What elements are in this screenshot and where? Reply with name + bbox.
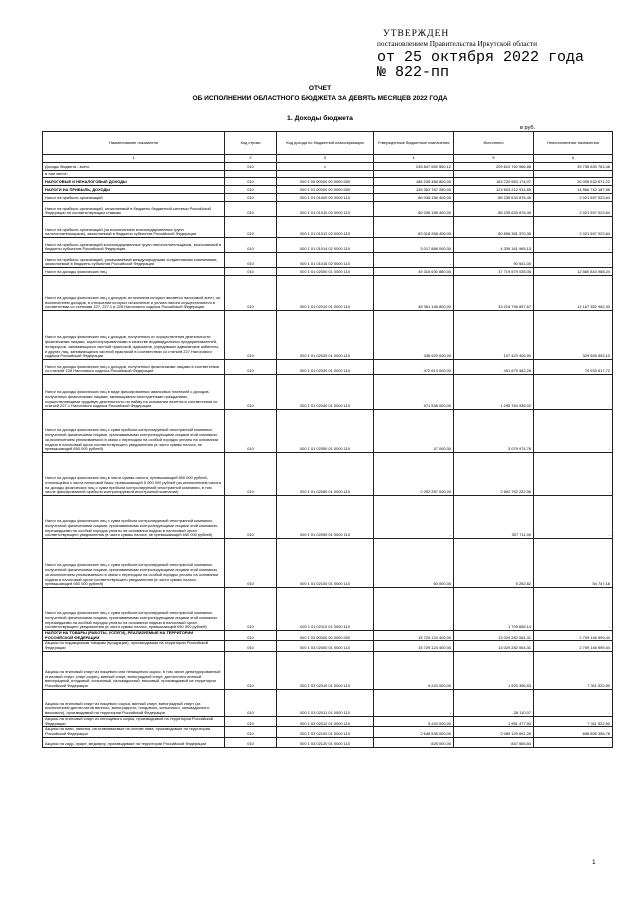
table-row	[43, 496, 613, 539]
row-income-code: 000 1 03 02010 01 0000 110	[277, 651, 374, 689]
table-row	[43, 311, 613, 360]
row-executed: 1 709 658,14	[454, 588, 534, 631]
row-line-code	[225, 171, 277, 178]
row-executed: 90 541,00	[454, 253, 534, 268]
row-name: Налог на прибыль организаций (за исключением консолидированных групп налогоплательщиков), зачисляемый в бюджеты субъектов Российской Федерации	[43, 217, 225, 238]
row-line-code: 010	[225, 217, 277, 238]
row-approved: -	[374, 689, 454, 716]
approved-label: УТВЕРЖДЕН	[383, 29, 450, 39]
row-line-code: 010	[225, 539, 277, 588]
row-approved: 2 052 287 000,00	[374, 453, 454, 496]
row-name: Акцизы на сидр, пуаре, медовуху, производимые на территории Российской Федерации	[43, 737, 225, 747]
row-executed: 1 951 477,50	[454, 716, 534, 726]
row-executed: 37 719 579 035,06	[454, 268, 534, 276]
row-income-code: 000 1 01 02080 01 0000 110	[277, 453, 374, 496]
row-name: Налог на прибыль организаций консолидированных групп налогоплательщиков, зачисляемый в бюджеты субъектов Российской Федерации	[43, 238, 225, 253]
row-approved: 47 000,00	[374, 410, 454, 453]
row-line-code: 010	[225, 194, 277, 202]
row-approved: 186 235 458 800,00	[374, 178, 454, 186]
row-executed: -28 110,07	[454, 689, 534, 716]
table-row	[43, 716, 613, 726]
report-heading	[0, 84, 640, 103]
row-name: Налог на доходы физических лиц с сумм прибыли контролируемой иностранной компании, полученной физическими лицами, признаваемыми контролирующими лицами этой компании, перешедшими на особый порядок уплаты на основании подачи в налоговый орган соответствующего уведомления (в части суммы налога, превышающей 650 000 рублей)	[43, 588, 225, 631]
row-unexecuted: 7 311 522,50	[534, 716, 613, 726]
row-line-code: 010	[225, 689, 277, 716]
row-income-code	[277, 171, 374, 178]
table-row	[43, 163, 613, 171]
row-executed: 80 896 381 370,36	[454, 217, 534, 238]
approved-by: постановлением Правительства Иркутской области	[377, 38, 537, 48]
row-unexecuted: 7 311 522,50	[534, 651, 613, 689]
row-approved: 15 729 124 400,00	[374, 641, 454, 651]
col-number: 4	[374, 155, 454, 163]
row-line-code: 010	[225, 410, 277, 453]
units-label: в руб.	[520, 125, 536, 131]
row-name: Налог на доходы физических лиц с сумм прибыли контролируемой иностранной компании, полученной физическими лицами, признаваемыми контролирующими лицами этой компании, перешедшими на особый порядок уплаты на основании подачи в налоговый орган соответствующего уведомления (в части суммы налога, не превышающей 650 000 рублей)	[43, 496, 225, 539]
row-unexecuted: -	[534, 453, 613, 496]
row-line-code: 010	[225, 163, 277, 171]
row-name: Акцизы на пиво, напитки, изготавливаемые на основе пива, производимые на территории Российской Федерации	[43, 727, 225, 737]
row-income-code: 000 1 01 01014 02 0000 110	[277, 238, 374, 253]
row-income-code: 000 1 01 02050 01 0000 110	[277, 410, 374, 453]
row-name: НАЛОГИ НА ПРИБЫЛЬ, ДОХОДЫ	[43, 186, 225, 194]
table-row	[43, 631, 613, 641]
row-line-code: 010	[225, 588, 277, 631]
row-unexecuted: -	[534, 410, 613, 453]
row-line-code: 010	[225, 716, 277, 726]
approval-number: № 822-пп	[377, 64, 450, 82]
row-approved	[374, 171, 454, 178]
row-income-code: 000 1 01 02020 01 0000 110	[277, 311, 374, 360]
row-executed: 5 252,82	[454, 539, 534, 588]
row-income-code: 000 1 01 01012 02 0000 110	[277, 217, 374, 238]
col-header-line-code: Код строки	[225, 132, 277, 155]
table-row	[43, 689, 613, 716]
row-unexecuted: 2 709 146 599,44	[534, 641, 613, 651]
table-row	[43, 253, 613, 268]
row-unexecuted: -	[534, 496, 613, 539]
row-income-code: 000 1 03 02000 01 0000 110	[277, 641, 374, 651]
row-unexecuted: 329 505 593,10	[534, 311, 613, 360]
column-numbers-row	[43, 155, 613, 163]
row-executed: 2 892 752 222,36	[454, 453, 534, 496]
row-line-code: 010	[225, 641, 277, 651]
table-row	[43, 641, 613, 651]
row-income-code: 000 1 01 00000 00 0000 000	[277, 186, 374, 194]
table-row	[43, 186, 613, 194]
row-income-code: 000 1 01 02030 01 0000 110	[277, 360, 374, 375]
table-row	[43, 651, 613, 689]
row-income-code: 000 1 01 01000 00 0000 110	[277, 194, 374, 202]
row-approved: 825 000,00	[374, 737, 454, 747]
row-name: Налог на доходы физических лиц с сумм прибыли контролируемой иностранной компании, полученной физическими лицами, признаваемыми контролирующими лицами этой компании, за исключением уплачиваемого в связи с переходом на особый порядок уплаты на основании подачи в налоговый орган соответствующего уведомления (в части суммы налога, превышающей 650 000 рублей)	[43, 539, 225, 588]
page-number: 1	[592, 859, 596, 866]
row-approved: 135 352 787 280,00	[374, 186, 454, 194]
table-row	[43, 588, 613, 631]
row-executed: 107 423 406,90	[454, 311, 534, 360]
row-executed: 1 295 764 936,02	[454, 375, 534, 410]
row-name: Налог на доходы физических лиц с доходов, источником которых является налоговый агент, за исключением доходов, в отношении которых исчисление и уплата налога осуществляются в соответствии со статьями 227, 227.1 и 228 Налогового кодекса Российской Федерации	[43, 276, 225, 311]
row-income-code: x	[277, 163, 374, 171]
row-unexecuted: -	[534, 238, 613, 253]
table-row	[43, 238, 613, 253]
col-header-unexecuted: Неисполненные назначения	[534, 132, 613, 155]
row-name: в том числе:	[43, 171, 225, 178]
row-line-code: 010	[225, 631, 277, 641]
row-unexecuted: -	[534, 689, 613, 716]
row-executed: 85 235 633 876,49	[454, 202, 534, 217]
row-approved: 2 648 535 000,00	[374, 727, 454, 737]
row-income-code: 000 1 00 00000 00 0000 000	[277, 178, 374, 186]
table-row	[43, 268, 613, 276]
table-row	[43, 737, 613, 747]
row-name: НАЛОГОВЫЕ И НЕНАЛОГОВЫЕ ДОХОДЫ	[43, 178, 225, 186]
row-line-code: 010	[225, 202, 277, 217]
row-income-code: 000 1 01 01010 00 0000 110	[277, 202, 374, 217]
row-unexecuted	[534, 171, 613, 178]
row-income-code: 000 1 01 02090 01 0000 110	[277, 496, 374, 539]
report-subtitle: ОБ ИСПОЛНЕНИИ ОБЛАСТНОГО БЮДЖЕТА ЗА ДЕВЯТЬ МЕСЯЦЕВ 2022 ГОДА	[192, 94, 448, 102]
income-table	[42, 131, 613, 748]
row-approved: 436 929 000,00	[374, 311, 454, 360]
row-unexecuted: -	[534, 588, 613, 631]
col-header-name: Наименование показателя	[43, 132, 225, 155]
row-income-code: 000 1 03 02012 01 0000 110	[277, 716, 374, 726]
row-approved: 15 729 124 400,00	[374, 631, 454, 641]
row-income-code: 000 1 03 02011 01 0000 110	[277, 689, 374, 716]
approval-block	[377, 29, 617, 80]
row-approved: -	[374, 496, 454, 539]
row-executed: 4 339 161 965,13	[454, 238, 534, 253]
row-unexecuted: 2 021 597 023,64	[534, 194, 613, 202]
row-line-code: 010	[225, 737, 277, 747]
row-executed: 13 029 282 064,31	[454, 631, 534, 641]
row-line-code: 010	[225, 453, 277, 496]
row-line-code: 010	[225, 268, 277, 276]
row-unexecuted: 26 099 532 671,22	[534, 178, 613, 186]
table-row	[43, 727, 613, 737]
row-unexecuted: 2 709 146 599,44	[534, 631, 613, 641]
row-income-code: 000 1 01 02010 01 0000 110	[277, 276, 374, 311]
row-executed: 85 235 633 876,49	[454, 194, 534, 202]
row-approved: 3 017 888 000,00	[374, 238, 454, 253]
row-income-code: 000 1 01 02000 01 0000 110	[277, 268, 374, 276]
row-line-code: 010	[225, 311, 277, 360]
row-name: Налог на прибыль организаций	[43, 194, 225, 202]
table-header-row	[43, 132, 613, 155]
row-unexecuted: -	[534, 737, 613, 747]
table-row	[43, 194, 613, 202]
col-number: 1	[43, 155, 225, 163]
row-income-code: 000 1 01 02040 01 0000 110	[277, 375, 374, 410]
table-row	[43, 178, 613, 186]
row-line-code: 010	[225, 360, 277, 375]
row-unexecuted: 2 021 597 023,64	[534, 202, 613, 217]
row-unexecuted: -	[534, 375, 613, 410]
row-income-code: 000 1 01 02110 01 0000 110	[277, 588, 374, 631]
row-name: НАЛОГИ НА ТОВАРЫ (РАБОТЫ, УСЛУГИ), РЕАЛИЗУЕМЫЕ НА ТЕРРИТОРИИ РОССИЙСКОЙ ФЕДЕРАЦИИ	[43, 631, 225, 641]
row-name: Акцизы на этиловый спирт из пищевого сырья, винный спирт, виноградный спирт (за исключением дистиллятов винного, виноградного, плодового, коньячного, кальвадосного, вискового), производимый на территории Российской Федерации	[43, 689, 225, 716]
table-row	[43, 539, 613, 588]
row-approved: 9 243 000,00	[374, 651, 454, 689]
row-approved: 60 000,00	[374, 539, 454, 588]
row-line-code: 010	[225, 178, 277, 186]
row-income-code: 000 1 01 01016 02 0000 110	[277, 253, 374, 268]
row-executed: 1 923 396,53	[454, 651, 534, 689]
col-number: 5	[454, 155, 534, 163]
row-line-code: 010	[225, 186, 277, 194]
row-unexecuted: -	[534, 253, 613, 268]
col-header-executed: Исполнено	[454, 132, 534, 155]
row-line-code: 010	[225, 238, 277, 253]
row-approved: 245 847 659 550,12	[374, 163, 454, 171]
row-name: Налог на доходы физических лиц в виде фиксированных авансовых платежей с доходов, полученных физическими лицами, являющимися иностранными гражданами, осуществляющими трудовую деятельность по найму на основании патента в соответствии со статьей 227.1 Налогового кодекса Российской Федерации	[43, 375, 225, 410]
row-unexecuted: 12 580 843 968,24	[534, 268, 613, 276]
row-executed: 401 679 382,28	[454, 360, 534, 375]
row-approved: -	[374, 588, 454, 631]
table-row	[43, 276, 613, 311]
row-approved: 9 243 000,00	[374, 716, 454, 726]
row-approved: 49 316 630 880,00	[374, 268, 454, 276]
row-unexecuted: 658 895 358,78	[534, 727, 613, 737]
row-unexecuted: 39 735 830 763,46	[534, 163, 613, 171]
row-name: Налог на доходы физических лиц с доходов, полученных от осуществления деятельности физическими лицами, зарегистрированными в качестве индивидуальных предпринимателей, нотариусов, занимающихся частной практикой, адвокатов, учредивших адвокатские кабинеты, и других лиц, занимающихся частной практикой в соответствии со статьей 227 Налогового кодекса Российской Федерации	[43, 311, 225, 360]
row-line-code: 010	[225, 253, 277, 268]
row-executed: 847 565,84	[454, 737, 534, 747]
report-title: ОТЧЕТ	[308, 85, 332, 92]
table-row	[43, 171, 613, 178]
table-row	[43, 410, 613, 453]
section-title: 1. Доходы бюджета	[287, 115, 353, 122]
row-executed: 3 079 974,78	[454, 410, 534, 453]
row-name: Налог на прибыль организаций, зачисляемый в бюджеты бюджетной системы Российской Федерации по соответствующим ставкам	[43, 202, 225, 217]
table-row	[43, 375, 613, 410]
col-number: 3	[277, 155, 374, 163]
row-income-code: 000 1 03 02100 01 0000 110	[277, 727, 374, 737]
row-income-code: 000 1 01 02100 01 0000 110	[277, 539, 374, 588]
col-header-income-code: Код дохода по бюджетной классификации	[277, 132, 374, 155]
col-number: 2	[225, 155, 277, 163]
row-approved: 83 018 268 400,00	[374, 217, 454, 238]
row-approved: -	[374, 253, 454, 268]
row-name: Акцизы по подакцизным товарам (продукции), производимым на территории Российской Федерации	[43, 641, 225, 651]
row-name: Акцизы на этиловый спирт из непищевого сырья, производимый на территории Российской Федерации	[43, 716, 225, 726]
row-unexecuted: 54 747,18	[534, 539, 613, 588]
row-name: Акцизы на этиловый спирт из пищевого или непищевого сырья, в том числе денатурированный этиловый спирт, спирт-сырец, винный спирт, виноградный спирт, дистилляты винный, виноградный, плодовый, коньячный, кальвадосный, висковый, производимый на территории Российской Федерации	[43, 651, 225, 689]
row-unexecuted: 12 167 352 962,33	[534, 276, 613, 311]
row-unexecuted: 2 021 597 023,64	[534, 217, 613, 238]
row-approved: 45 381 148 800,00	[374, 276, 454, 311]
row-executed	[454, 171, 534, 178]
row-executed: 33 215 796 897,67	[454, 276, 534, 311]
row-approved: 86 036 156 400,00	[374, 194, 454, 202]
row-executed: 163 720 553 174,07	[454, 178, 534, 186]
table-row	[43, 360, 613, 375]
row-line-code: 010	[225, 375, 277, 410]
row-name: Налог на доходы физических лиц в части суммы налога, превышающей 650 000 рублей, относящейся к части налоговой базы, превышающей 5 000 000 рублей (за исключением налога на доходы физических лиц с сумм прибыли контролируемой иностранной компании, в том числе фиксированной прибыли контролируемой иностранной компании)	[43, 453, 225, 496]
row-name: Налог на прибыль организаций, уплачиваемый международными холдинговыми компаниями, зачисляемый в бюджеты субъектов Российской Федерации	[43, 253, 225, 268]
table-body	[43, 155, 613, 748]
row-name: Налог на доходы физических лиц с доходов, полученных физическими лицами в соответствии со статьей 228 Налогового кодекса Российской Федерации	[43, 360, 225, 375]
approval-date: от 25 октября 2022 года	[377, 49, 585, 67]
row-executed: 209 610 762 966,86	[454, 163, 534, 171]
row-name: Доходы бюджета - всего	[43, 163, 225, 171]
row-executed: 123 603 212 914,55	[454, 186, 534, 194]
row-executed: 2 089 129 691,28	[454, 727, 534, 737]
col-header-approved: Утвержденные бюджетные назначения	[374, 132, 454, 155]
table-row	[43, 202, 613, 217]
row-line-code: 010	[225, 727, 277, 737]
row-approved: 971 538 000,00	[374, 375, 454, 410]
table-row	[43, 217, 613, 238]
row-approved: 472 613 000,00	[374, 360, 454, 375]
table-row	[43, 453, 613, 496]
row-executed: 307 711,00	[454, 496, 534, 539]
row-name: Налог на доходы физических лиц с сумм прибыли контролируемой иностранной компании, полученной физическими лицами, признаваемыми контролирующими лицами этой компании, за исключением уплачиваемого в связи с переходом на особый порядок уплаты на основании подачи в налоговый орган соответствующего уведомления (в части суммы налога, не превышающей 650 000 рублей)	[43, 410, 225, 453]
row-line-code: 010	[225, 651, 277, 689]
row-line-code: 010	[225, 496, 277, 539]
row-approved: 86 036 155 400,00	[374, 202, 454, 217]
row-executed: 13 029 282 064,31	[454, 641, 534, 651]
row-unexecuted: 70 933 617,72	[534, 360, 613, 375]
row-unexecuted: 14 566 742 187,66	[534, 186, 613, 194]
col-number: 6	[534, 155, 613, 163]
row-income-code: 000 1 03 00000 00 0000 000	[277, 631, 374, 641]
row-line-code: 010	[225, 276, 277, 311]
row-income-code: 000 1 03 02120 01 0000 110	[277, 737, 374, 747]
row-name: Налог на доходы физических лиц	[43, 268, 225, 276]
